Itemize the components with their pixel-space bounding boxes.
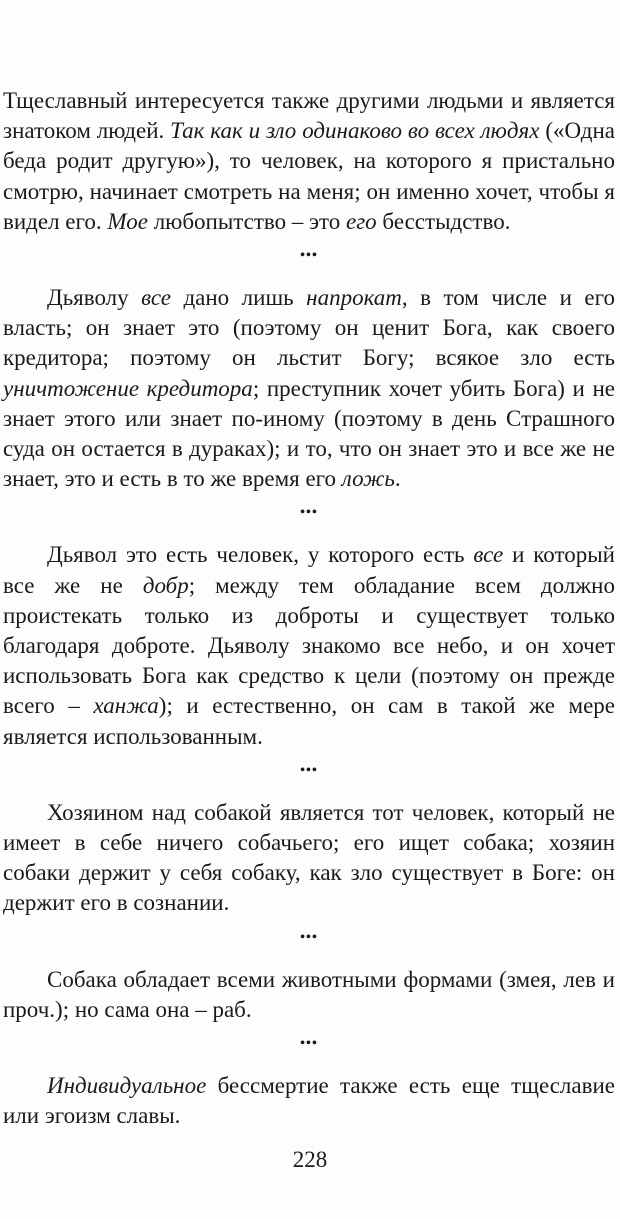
paragraph-6: Индивидуальное бессмертие также есть еще тщеславие или эгоизм славы. <box>3 1073 615 1129</box>
section-separator: ••• <box>300 248 318 264</box>
paragraph-2: Дьяволу все дано лишь напрокат, в том числе и его власть; он знает это (поэтому он ценит Бога, как своего кредитора; поэтому он льстит Богу; всякое зло есть уничтожение кредитора; преступник хочет убить Бога) и не знает этого или знает по-иному (поэтому в день Страшного суда он остается в дураках); и то, что он знает это и все же не знает, это и есть в то же время его ложь. <box>3 285 615 492</box>
section-separator: ••• <box>300 929 318 945</box>
section-separator: ••• <box>300 762 318 778</box>
section-separator: ••• <box>300 505 318 521</box>
paragraph-4: Хозяином над собакой является тот человек, который не имеет в себе ничего собачьего; его ищет собака; хозяин собаки держит у себя собаку, как зло существует в Боге: он держит его в сознании. <box>3 799 615 916</box>
page-body <box>3 86 615 1131</box>
paragraph-1: Тщеславный интересуется также другими людьми и является знатоком людей. Так как и зло одинаково во всех людях («Одна беда родит другую»), то человек, на которого я пристально смотрю, начинает смотреть на меня; он именно хочет, чтобы я видел его. Мое любопытство – это его бесстыдство. <box>3 88 616 234</box>
paragraph-5: Собака обладает всеми животными формами (змея, лев и проч.); но сама она – раб. <box>3 966 615 1022</box>
page-number: 228 <box>292 1147 328 1172</box>
paragraph-3: Дьявол это есть человек, у которого есть все и который все же не добр; между тем обладание всем должно проистекать только из доброты и существует только благодаря доброте. Дьяволу знакомо все небо, и он хочет использовать Бога как средство к цели (поэтому он прежде всего – ханжа); и естественно, он сам в такой же мере является использованным. <box>3 542 615 749</box>
section-separator: ••• <box>300 1036 318 1052</box>
